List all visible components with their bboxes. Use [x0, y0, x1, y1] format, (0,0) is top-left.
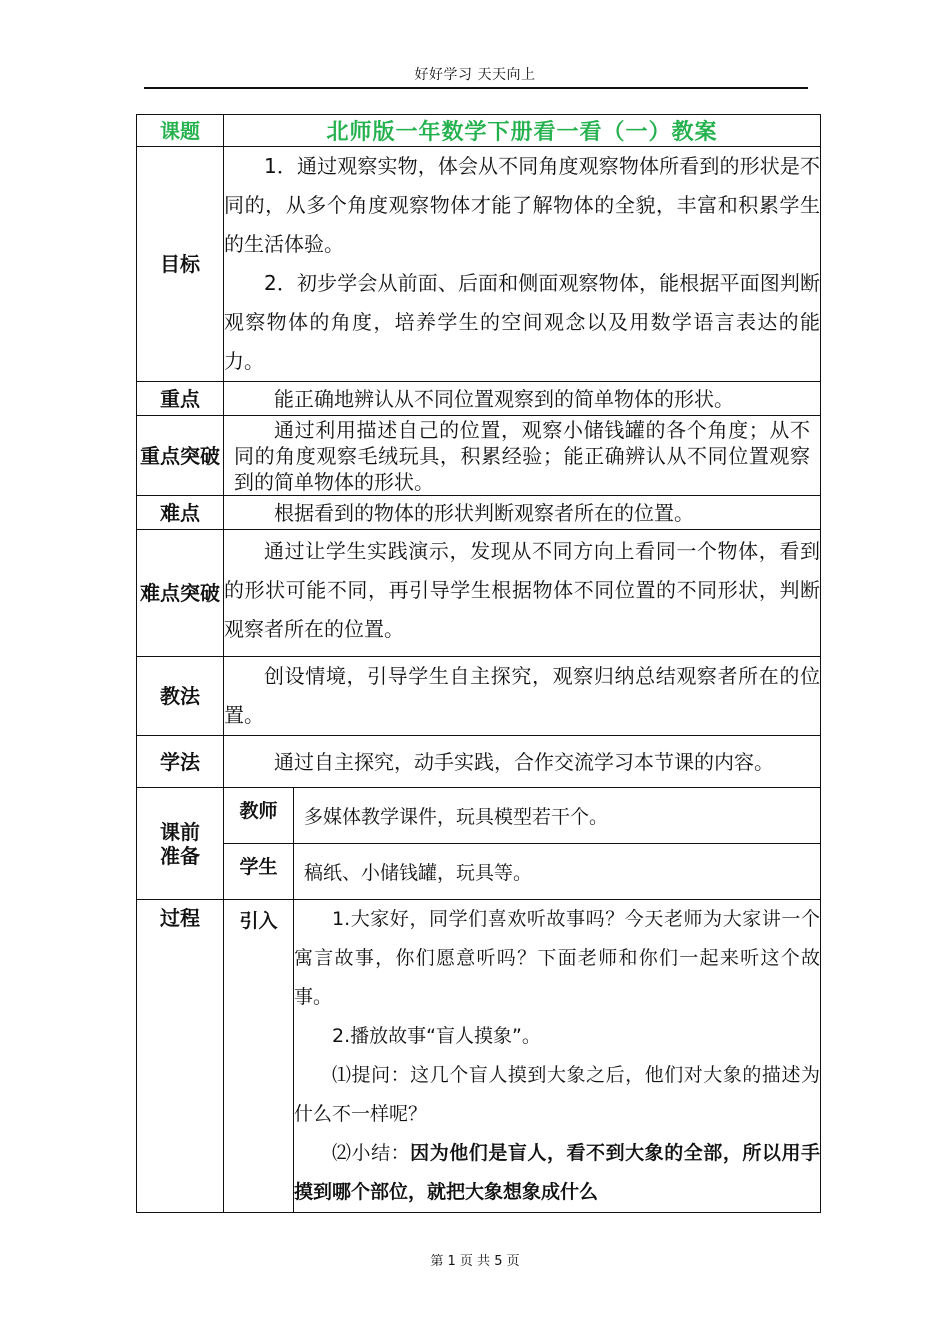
key-break-row [137, 416, 821, 496]
difficulty-break-value: 通过让学生实践演示，发现从不同方向上看同一个物体，看到的形状可能不同，再引导学生根据物体不同位置的不同形状，判断观察者所在的位置。 [224, 530, 821, 657]
key-value: 能正确地辨认从不同位置观察到的简单物体的形状。 [224, 382, 821, 416]
teacher-label: 教师 [224, 788, 294, 844]
goals-value [224, 147, 821, 382]
difficulty-break-label: 难点突破 [137, 530, 224, 657]
key-break-value: 通过利用描述自己的位置，观察小储钱罐的各个角度；从不同的角度观察毛绒玩具，积累经验；能正确辨认从不同位置观察到的简单物体的形状。 [224, 416, 821, 496]
goals-label: 目标 [137, 147, 224, 382]
intro-label: 引入 [224, 900, 294, 1213]
student-value: 稿纸、小储钱罐，玩具等。 [294, 844, 821, 900]
intro-paragraph-3: ⑴提问：这几个盲人摸到大象之后，他们对大象的描述为什么不一样呢？ [294, 1064, 821, 1125]
process-row [137, 900, 821, 1213]
teacher-value: 多媒体教学课件，玩具模型若干个。 [294, 788, 821, 844]
process-label: 过程 [137, 900, 224, 1213]
key-break-label: 重点突破 [137, 416, 224, 496]
key-row [137, 382, 821, 416]
page-footer: 第 1 页 共 5 页 [430, 1254, 520, 1269]
prep-student-row [137, 844, 821, 900]
lesson-plan-table [136, 114, 821, 1213]
topic-label: 课题 [137, 115, 224, 147]
goal-2: 2．初步学会从前面、后面和侧面观察物体，能根据平面图判断观察物体的角度，培养学生的空间观念以及用数学语言表达的能力。 [224, 271, 821, 373]
difficulty-label: 难点 [137, 496, 224, 530]
topic-value: 北师版一年数学下册看一看（一）教案 [224, 115, 821, 147]
method-label: 教法 [137, 657, 224, 736]
intro-paragraph-4: ⑵小结：因为他们是盲人，看不到大象的全部，所以用手摸到哪个部位，就把大象想象成什么 [294, 1142, 820, 1203]
difficulty-value: 根据看到的物体的形状判断观察者所在的位置。 [224, 496, 821, 530]
prep-teacher-row [137, 788, 821, 844]
key-label: 重点 [137, 382, 224, 416]
difficulty-row [137, 496, 821, 530]
goals-row [137, 147, 821, 382]
goal-1: 1．通过观察实物，体会从不同角度观察物体所看到的形状是不同的，从多个角度观察物体才能了解物体的全貌，丰富和积累学生的生活体验。 [224, 154, 821, 256]
topic-row [137, 115, 821, 147]
method-row [137, 657, 821, 736]
student-label: 学生 [224, 844, 294, 900]
prep-label: 课前准备 [137, 788, 224, 900]
learning-value: 通过自主探究，动手实践，合作交流学习本节课的内容。 [224, 736, 821, 788]
intro-paragraph-2: 2.播放故事“盲人摸象”。 [332, 1025, 541, 1047]
intro-paragraph-1: 1.大家好，同学们喜欢听故事吗？今天老师为大家讲一个寓言故事，你们愿意听吗？下面老师和你们一起来听这个故事。 [294, 908, 821, 1008]
page-header: 好好学习 天天向上 [414, 67, 536, 83]
learning-label: 学法 [137, 736, 224, 788]
learning-row [137, 736, 821, 788]
difficulty-break-row [137, 530, 821, 657]
header-rule [144, 87, 808, 89]
intro-content [294, 900, 821, 1213]
method-value: 创设情境，引导学生自主探究，观察归纳总结观察者所在的位置。 [224, 657, 821, 736]
